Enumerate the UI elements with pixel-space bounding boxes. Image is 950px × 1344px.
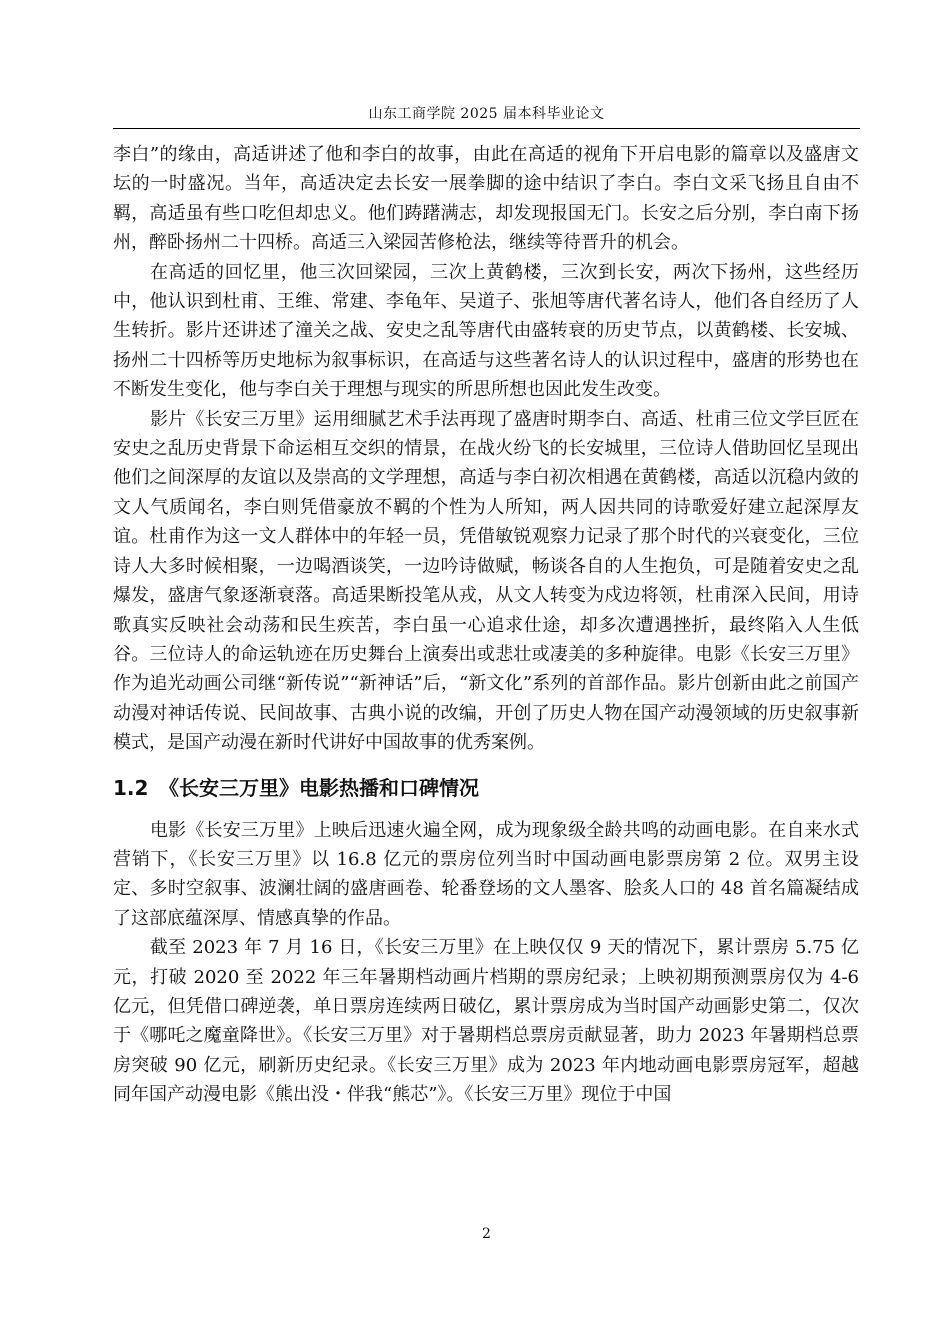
section-title: 《长安三万里》电影热播和口碑情况 (159, 775, 479, 800)
section-heading (113, 774, 859, 802)
paragraph: 电影《长安三万里》上映后迅速火遍全网，成为现象级全龄共鸣的动画电影。在自来水式营销下，《长安三万里》以 16.8 亿元的票房位列当时中国动画电影票房第 2 位。双男主设定、多时空叙事、波澜壮阔的盛唐画卷、轮番登场的文人墨客、脍炙人口的 48 首名篇凝结成了这部底蕴深厚、情感真挚的作品。 (113, 819, 859, 929)
header-rule (113, 128, 860, 129)
page-number: 2 (482, 1226, 491, 1242)
section-number: 1.2 (113, 775, 149, 800)
body-text (113, 140, 859, 1110)
paragraph: 在高适的回忆里，他三次回梁园，三次上黄鹤楼，三次到长安，两次下扬州，这些经历中，他认识到杜甫、王维、常建、李龟年、吴道子、张旭等唐代著名诗人，他们各自经历了人生转折。影片还讲述了潼关之战、安史之乱等唐代由盛转衰的历史节点，以黄鹤楼、长安城、扬州二十四桥等历史地标为叙事标识，在高适与这些著名诗人的认识过程中，盛唐的形势也在不断发生变化，他与李白关于理想与现实的所思所想也因此发生改变。 (113, 261, 859, 401)
paragraph-continuation: 李白”的缘由，高适讲述了他和李白的故事，由此在高适的视角下开启电影的篇章以及盛唐文坛的一时盛况。当年，高适决定去长安一展拳脚的途中结识了李白。李白文采飞扬且自由不羁，高适虽有些口吃但却忠义。他们踌躇满志，却发现报国无门。长安之后分别，李白南下扬州，醉卧扬州二十四桥。高适三入梁园苦修枪法，继续等待晋升的机会。 (113, 144, 859, 254)
paragraph: 截至 2023 年 7 月 16 日，《长安三万里》在上映仅仅 9 天的情况下，累计票房 5.75 亿元，打破 2020 至 2022 年三年暑期档动画片档期的票房纪录；上映初期预测票房仅为 4-6 亿元，但凭借口碑逆袭，单日票房连续两日破亿，累计票房成为当时国产动画影史第二，仅次于《哪吒之魔童降世》。《长安三万里》对于暑期档总票房贡献显著，助力 2023 年暑期档总票房突破 90 亿元，刷新历史纪录。《长安三万里》成为 2023 年内地动画电影票房冠军，超越同年国产动漫电影《熊出没・伴我“熊芯”》。《长安三万里》现位于中国 (113, 937, 859, 1106)
paragraph: 影片《长安三万里》运用细腻艺术手法再现了盛唐时期李白、高适、杜甫三位文学巨匠在安史之乱历史背景下命运相互交织的情景，在战火纷飞的长安城里，三位诗人借助回忆呈现出他们之间深厚的友谊以及崇高的文学理想，高适与李白初次相遇在黄鹤楼，高适以沉稳内敛的文人气质闻名，李白则凭借豪放不羁的个性为人所知，两人因共同的诗歌爱好建立起深厚友谊。杜甫作为这一文人群体中的年轻一员，凭借敏锐观察力记录了那个时代的兴衰变化，三位诗人大多时候相聚，一边喝酒谈笑，一边吟诗做赋，畅谈各自的人生抱负，可是随着安史之乱爆发，盛唐气象逐渐衰落。高适果断投笔从戎，从文人转变为戍边将领，杜甫深入民间，用诗歌真实反映社会动荡和民生疾苦，李白虽一心追求仕途，却多次遭遇挫折，最终陷入人生低谷。三位诗人的命运轨迹在历史舞台上演奏出或悲壮或凄美的多种旋律。电影《长安三万里》作为追光动画公司继“新传说”“新神话”后，“新文化”系列的首部作品。影片创新由此之前国产动漫对神话传说、民间故事、古典小说的改编，开创了历史人物在国产动漫领域的历史叙事新模式，是国产动漫在新时代讲好中国故事的优秀案例。 (113, 408, 859, 754)
running-header: 山东工商学院 2025 届本科毕业论文 (368, 106, 605, 122)
